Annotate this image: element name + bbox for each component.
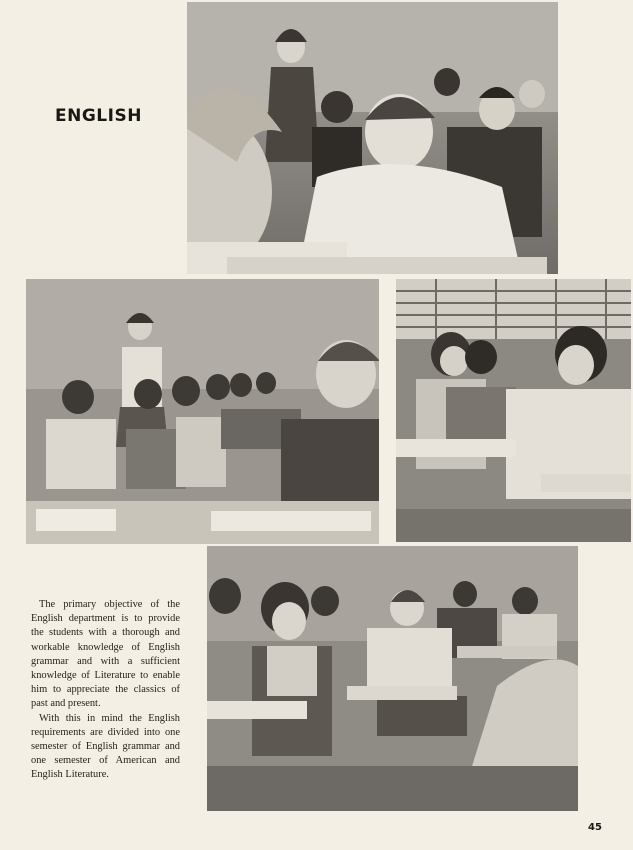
classroom-photo-icon xyxy=(187,2,558,274)
classroom-photo-top xyxy=(187,2,558,274)
classroom-photo-icon xyxy=(26,279,379,544)
description-paragraph: With this in mind the English requirements are divided into one semester of English grammar and one semester of American and English Literature. xyxy=(31,712,180,781)
page-number: 45 xyxy=(588,822,602,833)
classroom-photo-right xyxy=(396,279,631,542)
description-paragraph: The primary objective of the English department is to provide the students with a thorough and workable knowledge of English grammar and with a sufficient knowledge of Literature to enable him to appreciate the classics of past and present. xyxy=(31,599,180,710)
classroom-photo-icon xyxy=(207,546,578,811)
classroom-photo-left xyxy=(26,279,379,544)
department-description xyxy=(31,598,180,783)
classroom-photo-bottom xyxy=(207,546,578,811)
classroom-photo-icon xyxy=(396,279,631,542)
section-heading: ENGLISH xyxy=(55,106,142,126)
